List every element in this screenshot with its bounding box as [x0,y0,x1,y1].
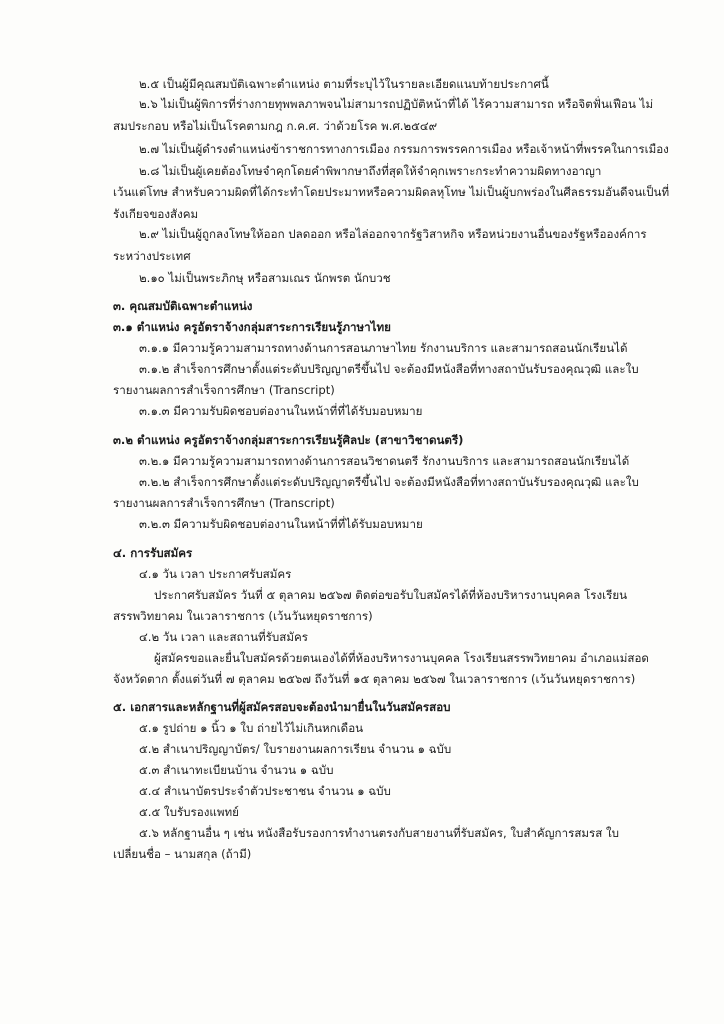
item-5-3: ๕.๓ สำเนาทะเบียนบ้าน จำนวน ๑ ฉบับ [139,763,334,777]
item-2-9: ๒.๙ ไม่เป็นผู้ถูกลงโทษให้ออก ปลดออก หรือไล่ออกจากรัฐวิสาหกิจ หรือหน่วยงานอื่นของรัฐหรือองค์การ [139,227,647,241]
item-3-2-2: ๓.๒.๒ สำเร็จการศึกษาตั้งแต่ระดับปริญญาตรีขึ้นไป จะต้องมีหนังสือที่ทางสถาบันรับรองคุณวุฒิ และใบ [139,475,639,489]
item-2-6: ๒.๖ ไม่เป็นผู้พิการที่ร่างกายทุพพลภาพจนไม่สามารถปฏิบัติหน้าที่ได้ ไร้ความสามารถ หรือจิตฟั่นเฟือน ไม่ [139,97,654,111]
position-3-2-heading: ๓.๒ ตำแหน่ง ครูอัตราจ้างกลุ่มสาระการเรียนรู้ศิลปะ (สาขาวิชาดนตรี) [113,433,464,447]
item-4-1: ๔.๑ วัน เวลา ประกาศรับสมัคร [139,567,292,581]
section-4-heading: ๔. การรับสมัคร [113,546,193,560]
item-2-5: ๒.๕ เป็นผู้มีคุณสมบัติเฉพาะตำแหน่ง ตามที่ระบุไว้ในรายละเอียดแนบท้ายประกาศนี้ [139,77,549,91]
item-2-8: ๒.๘ ไม่เป็นผู้เคยต้องโทษจำคุกโดยคำพิพากษาถึงที่สุดให้จำคุกเพราะกระทำความผิดทางอาญา [139,164,602,178]
item-3-1-2-cont: รายงานผลการสำเร็จการศึกษา (Transcript) [113,383,335,397]
item-4-2-detail-cont: จังหวัดตาก ตั้งแต่วันที่ ๗ ตุลาคม ๒๕๖๗ ถึงวันที่ ๑๕ ตุลาคม ๒๕๖๗ ในเวลาราชการ (เว้นวันหยุดราชการ) [113,672,636,686]
item-3-2-1: ๓.๒.๑ มีความรู้ความสามารถทางด้านการสอนวิชาดนตรี รักงานบริการ และสามารถสอนนักเรียนได้ [139,454,630,468]
item-2-8-cont2: รังเกียจของสังคม [113,207,199,221]
item-2-10: ๒.๑๐ ไม่เป็นพระภิกษุ หรือสามเณร นักพรต นักบวช [139,271,391,285]
item-4-2: ๔.๒ วัน เวลา และสถานที่รับสมัคร [139,630,308,644]
item-5-2: ๕.๒ สำเนาปริญญาบัตร/ ใบรายงานผลการเรียน จำนวน ๑ ฉบับ [139,742,452,756]
item-3-2-3: ๓.๒.๓ มีความรับผิดชอบต่องานในหน้าที่ที่ได้รับมอบหมาย [139,517,423,531]
item-3-1-1: ๓.๑.๑ มีความรู้ความสามารถทางด้านการสอนภาษาไทย รักงานบริการ และสามารถสอนนักเรียนได้ [139,341,628,355]
item-3-1-3: ๓.๑.๓ มีความรับผิดชอบต่องานในหน้าที่ที่ได้รับมอบหมาย [139,404,423,418]
item-5-1: ๕.๑ รูปถ่าย ๑ นิ้ว ๑ ใบ ถ่ายไว้ไม่เกินหกเดือน [139,721,364,735]
item-2-8-cont: เว้นแต่โทษ สำหรับความผิดที่ได้กระทำโดยประมาทหรือความผิดลหุโทษ ไม่เป็นผู้บกพร่องในศีลธรรมอันดีจนเป็นที่ [113,185,670,199]
item-4-2-detail: ผู้สมัครขอและยื่นใบสมัครด้วยตนเองได้ที่ห้องบริหารงานบุคคล โรงเรียนสรรพวิทยาคม อำเภอแม่สอด [154,651,649,665]
item-4-1-detail: ประกาศรับสมัคร วันที่ ๕ ตุลาคม ๒๕๖๗ ติดต่อขอรับใบสมัครได้ที่ห้องบริหารงานบุคคล โรงเรียน [154,588,628,602]
item-5-6: ๕.๖ หลักฐานอื่น ๆ เช่น หนังสือรับรองการทำงานตรงกับสายงานที่รับสมัคร, ใบสำคัญการสมรส ใบ [139,826,620,840]
item-2-6-cont: สมประกอบ หรือไม่เป็นโรคตามกฎ ก.ค.ศ. ว่าด้วยโรค พ.ศ.๒๕๔๙ [113,119,438,133]
section-5-heading: ๕. เอกสารและหลักฐานที่ผู้สมัครสอบจะต้องนำมายื่นในวันสมัครสอบ [113,700,451,714]
item-5-4: ๕.๔ สำเนาบัตรประจำตัวประชาชน จำนวน ๑ ฉบับ [139,784,391,798]
section-3-heading: ๓. คุณสมบัติเฉพาะตำแหน่ง [113,299,253,313]
position-3-1-heading: ๓.๑ ตำแหน่ง ครูอัตราจ้างกลุ่มสาระการเรียนรู้ภาษาไทย [113,320,391,334]
item-5-5: ๕.๕ ใบรับรองแพทย์ [139,805,239,819]
item-4-1-detail-cont: สรรพวิทยาคม ในเวลาราชการ (เว้นวันหยุดราชการ) [113,609,373,623]
item-2-9-cont: ระหว่างประเทศ [113,249,191,263]
item-3-2-2-cont: รายงานผลการสำเร็จการศึกษา (Transcript) [113,496,335,510]
item-5-6-cont: เปลี่ยนชื่อ – นามสกุล (ถ้ามี) [113,847,252,861]
item-3-1-2: ๓.๑.๒ สำเร็จการศึกษาตั้งแต่ระดับปริญญาตรีขึ้นไป จะต้องมีหนังสือที่ทางสถาบันรับรองคุณวุฒิ และใบ [139,362,639,376]
item-2-7: ๒.๗ ไม่เป็นผู้ดำรงตำแหน่งข้าราชการทางการเมือง กรรมการพรรคการเมือง หรือเจ้าหน้าที่พรรคในการเมือง [139,142,669,156]
